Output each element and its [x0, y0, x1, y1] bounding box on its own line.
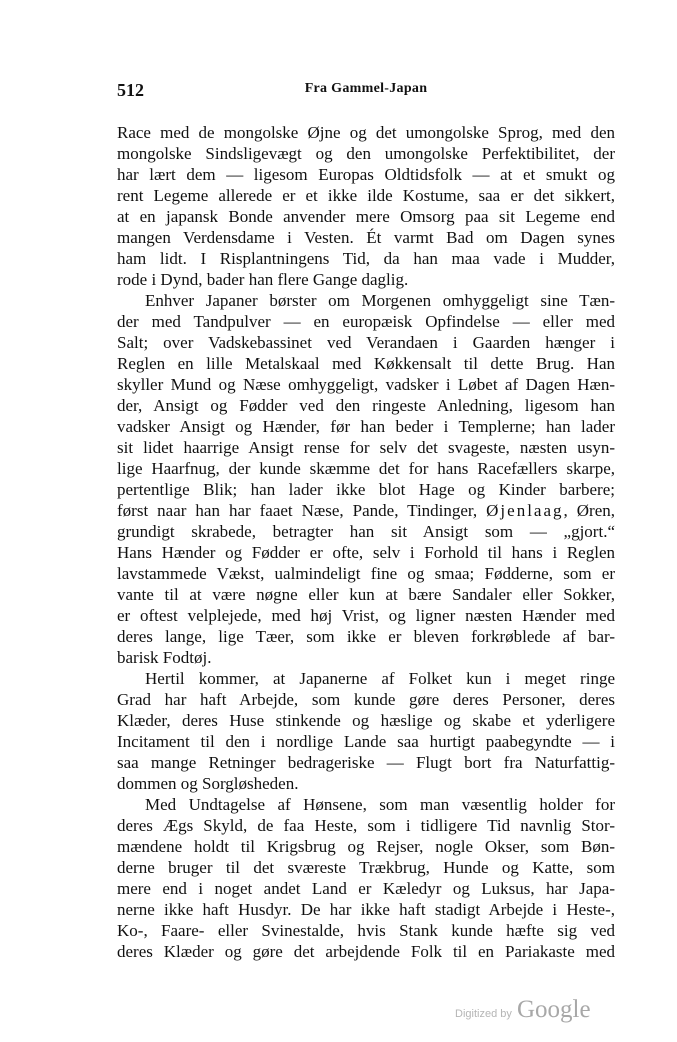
text-line: deres lange, lige Tæer, som ikke er bleven forkrøblede af bar-	[117, 627, 615, 646]
text-line: der, Ansigt og Fødder ved den ringeste Anledning, ligesom han	[117, 396, 615, 415]
text-line: Klæder, deres Huse stinkende og hæslige og skabe et yderligere	[117, 711, 615, 730]
spaced-word: Øjenlaag	[486, 501, 564, 520]
text-line: at en japansk Bonde anvender mere Omsorg paa sit Legeme end	[117, 207, 615, 226]
text-line: Enhver Japaner børster om Morgenen omhyggeligt sine Tæn-	[145, 291, 615, 310]
text-line: Incitament til den i nordlige Lande saa hurtigt paabegyndte — i	[117, 732, 615, 751]
watermark-small-text: Digitized by	[455, 1008, 512, 1020]
watermark-logo-text: Google	[516, 996, 591, 1023]
text-line: barisk Fodtøj.	[117, 648, 212, 667]
text-line: Hans Hænder og Fødder er ofte, selv i Forhold til hans i Reglen	[117, 543, 615, 562]
text-line: Hertil kommer, at Japanerne af Folket kun i meget ringe	[145, 669, 615, 688]
text-line: nerne ikke haft Husdyr. De har ikke haft stadigt Arbejde i Heste-,	[117, 900, 615, 919]
text-line-part: , Øren,	[563, 501, 615, 520]
text-line: sit lidet haarrige Ansigt rense for selv det svageste, næsten usyn-	[117, 438, 615, 457]
page-number: 512	[117, 80, 144, 100]
text-line: har lært dem — ligesom Europas Oldtidsfolk — at et smukt og	[117, 165, 615, 184]
text-line: rent Legeme allerede er et ikke ilde Kostume, saa er det sikkert,	[117, 186, 615, 205]
body-text	[117, 122, 615, 962]
text-line: lige Haarfnug, der kunde skæmme det for hans Racefællers skarpe,	[117, 459, 615, 478]
text-line: derne bruger til det sværeste Trækbrug, Hunde og Katte, som	[117, 858, 615, 877]
text-line: pertentlige Blik; han lader ikke blot Hage og Kinder barbere;	[117, 480, 615, 499]
text-line: vadsker Ansigt og Hænder, før han beder i Templerne; han lader	[117, 417, 615, 436]
text-line: er oftest velplejede, med høj Vrist, og ligner næsten Hænder med	[117, 606, 615, 625]
text-line: saa mange Retninger bedrageriske — Flugt bort fra Naturfattig-	[117, 753, 615, 772]
google-digitized-watermark	[455, 996, 605, 1026]
text-line: mere end i noget andet Land er Kæledyr og Luksus, har Japa-	[117, 879, 615, 898]
text-line: Race med de mongolske Øjne og det umongolske Sprog, med den	[117, 123, 615, 142]
text-line: Salt; over Vadskebassinet ved Verandaen i Gaarden hænger i	[117, 333, 615, 352]
text-line: deres Ægs Skyld, de faa Heste, som i tidligere Tid navnlig Stor-	[117, 816, 615, 835]
text-line: mongolske Sindsligevægt og den umongolske Perfektibilitet, der	[117, 144, 615, 163]
text-line: der med Tandpulver — en europæisk Opfindelse — eller med	[117, 312, 615, 331]
text-line: vante til at være nøgne eller kun at bære Sandaler eller Sokker,	[117, 585, 615, 604]
running-title: Fra Gammel-Japan	[304, 81, 428, 96]
text-line: Grad har haft Arbejde, som kunde gøre deres Personer, deres	[117, 690, 615, 709]
text-line: Ko-, Faare- eller Svinestalde, hvis Stank kunde hæfte sig ved	[117, 921, 615, 940]
text-line-part: først naar han har faaet Næse, Pande, Tindinger,	[117, 501, 487, 520]
text-line: Reglen en lille Metalskaal med Køkkensalt til dette Brug. Han	[117, 354, 615, 373]
page-header	[117, 80, 615, 102]
text-line: Med Undtagelse af Hønsene, som man væsentlig holder for	[145, 795, 615, 814]
text-line-mixed	[117, 500, 615, 521]
text-line: grundigt skrabede, betragter han sit Ansigt som — „gjort.“	[117, 522, 615, 541]
text-line: skyller Mund og Næse omhyggeligt, vadsker i Løbet af Dagen Hæn-	[117, 375, 615, 394]
text-line: rode i Dynd, bader han flere Gange daglig.	[117, 270, 409, 289]
text-line: mangen Verdensdame i Vesten. Ét varmt Bad om Dagen synes	[117, 228, 615, 247]
text-line: lavstammede Vækst, ualmindeligt fine og smaa; Fødderne, som er	[117, 564, 615, 583]
text-line: deres Klæder og gøre det arbejdende Folk til en Pariakaste med	[117, 942, 615, 961]
text-line: mændene holdt til Krigsbrug og Rejser, nogle Okser, som Bøn-	[117, 837, 615, 856]
text-line: dommen og Sorgløsheden.	[117, 774, 299, 793]
text-line: ham lidt. I Risplantningens Tid, da han maa vade i Mudder,	[117, 249, 615, 268]
